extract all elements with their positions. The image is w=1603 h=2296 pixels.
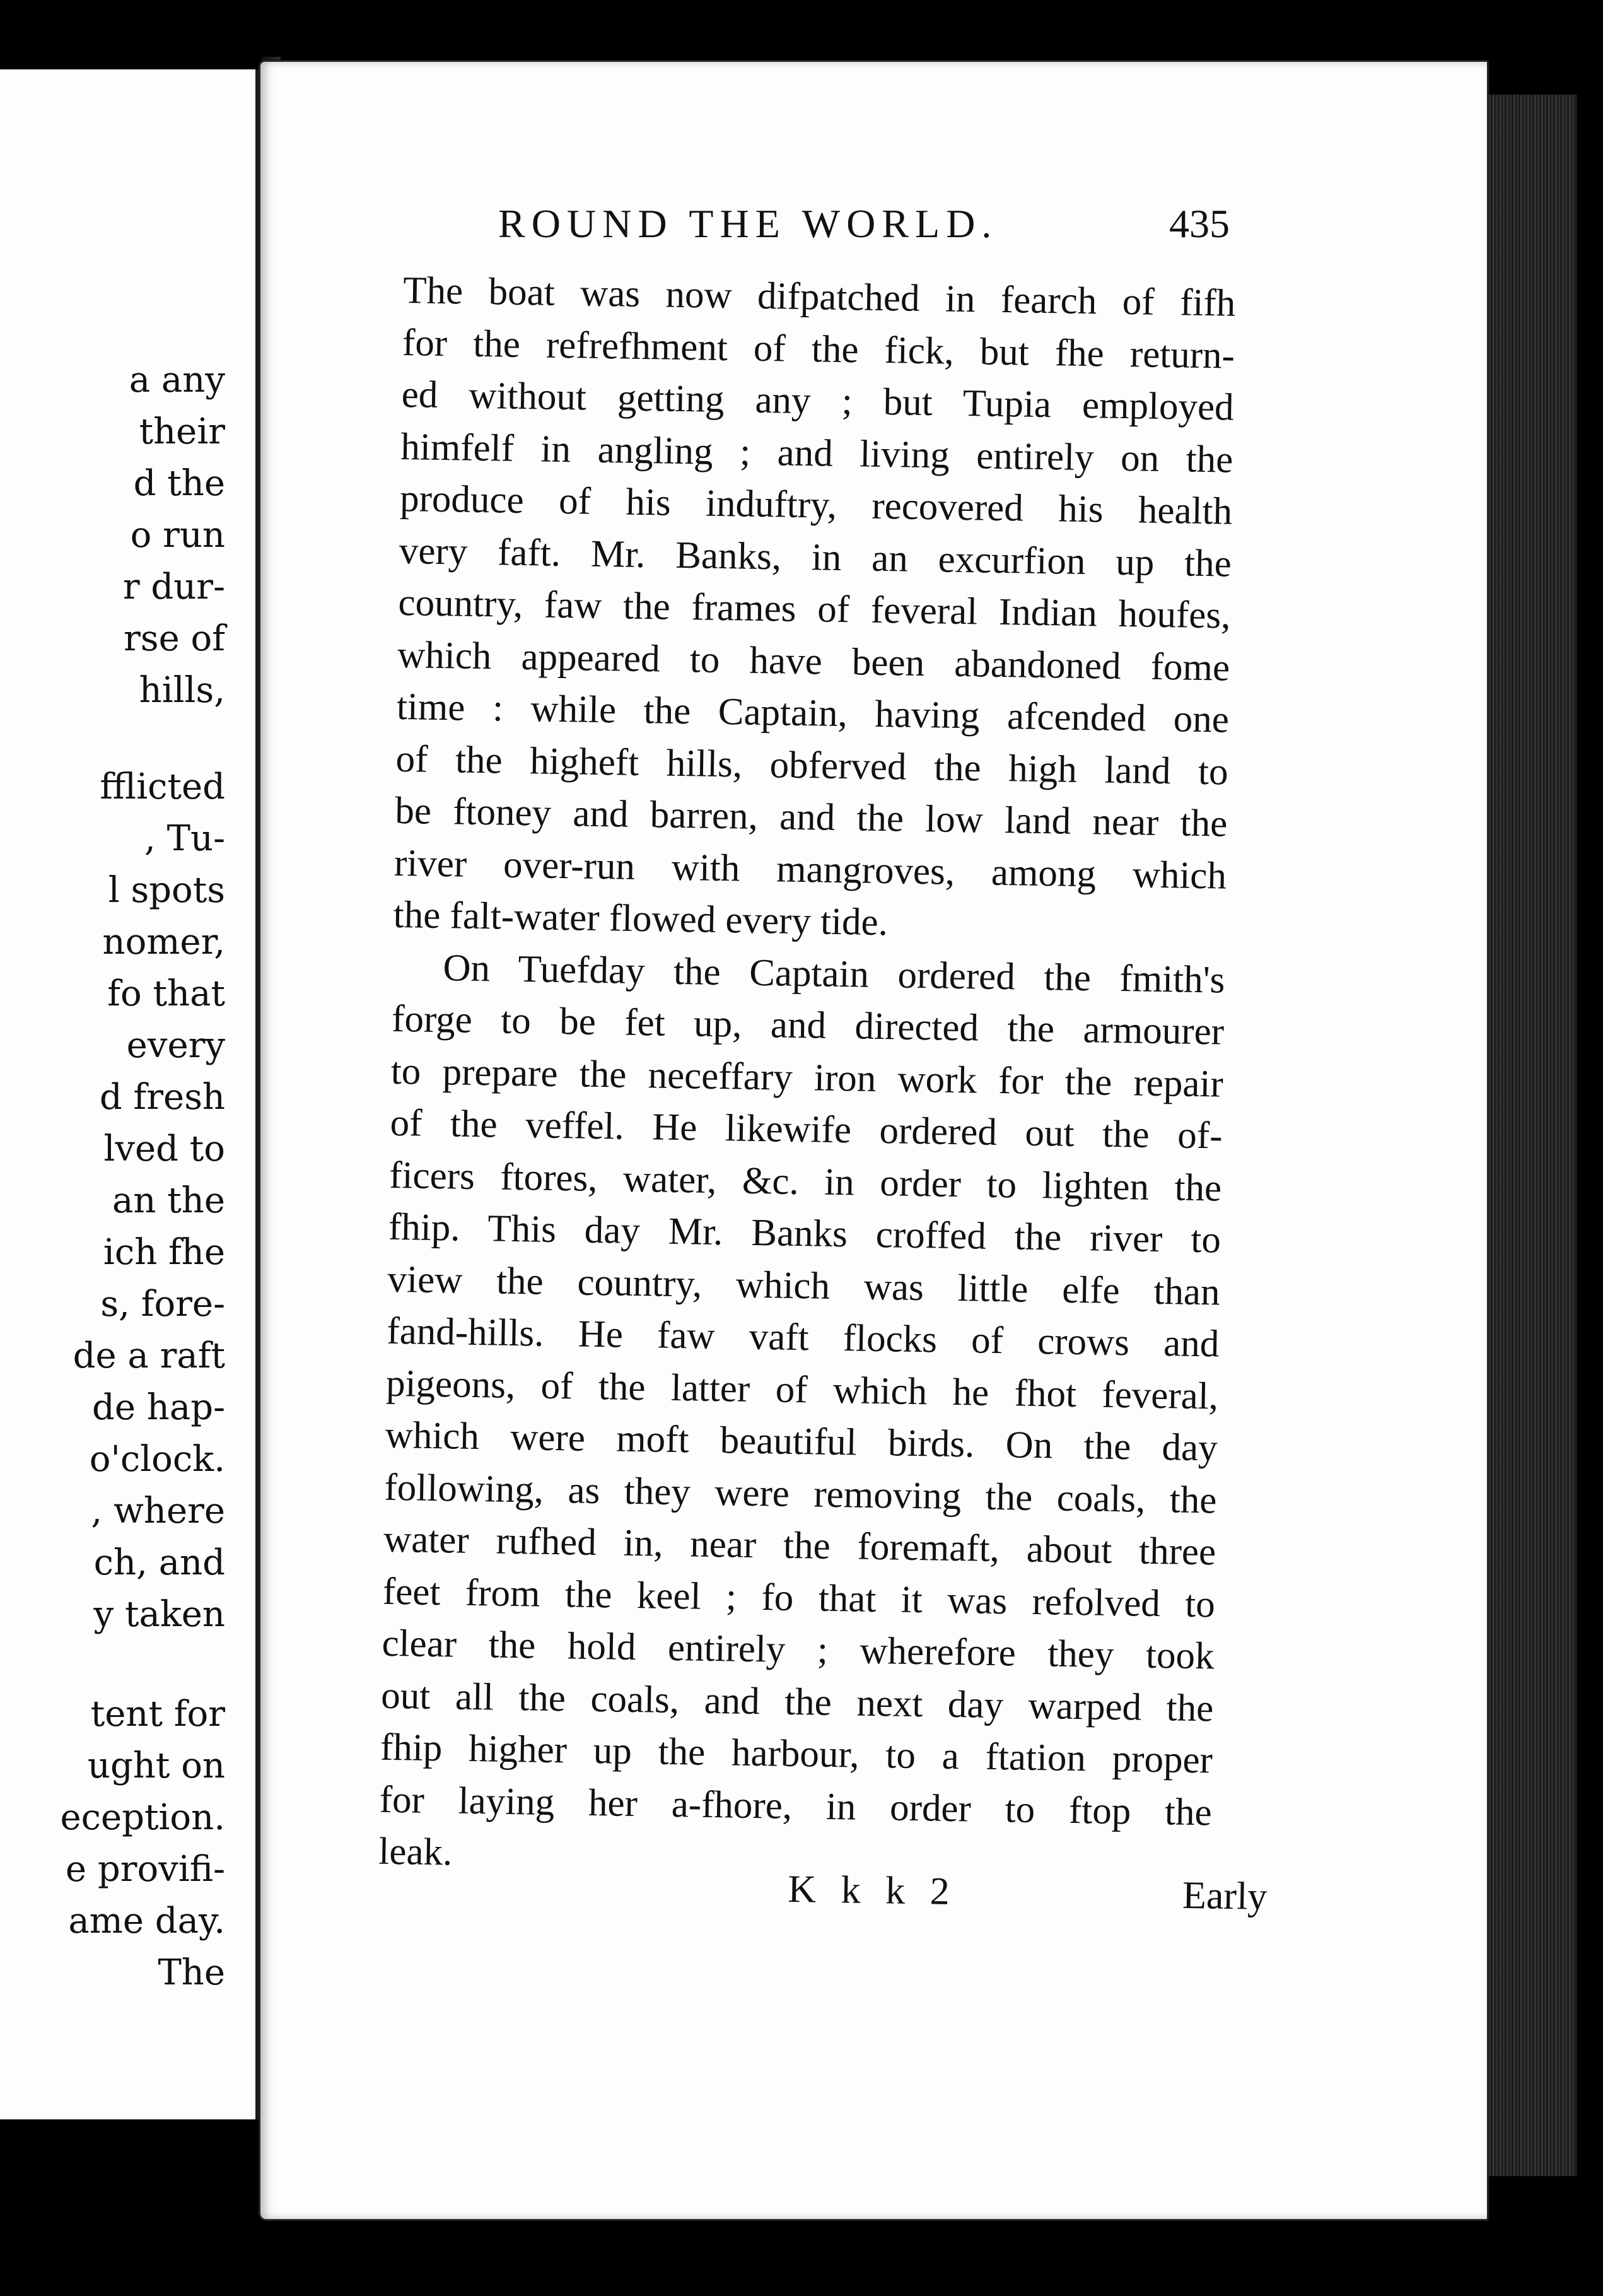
left-line: ught on	[87, 1745, 225, 1786]
text-line: leak.	[378, 1830, 453, 1874]
text-line: fhip higher up the harbour, to a ftation proper	[380, 1726, 1213, 1782]
left-line: y taken	[93, 1594, 225, 1635]
text-line: feet from the keel ; fo that it was refolved to	[382, 1570, 1216, 1625]
text-line: fand-hills. He faw vaft flocks of crows and	[386, 1309, 1220, 1366]
text-line: very faft. Mr. Banks, in an excurfion up the	[399, 529, 1232, 585]
left-line: l spots	[108, 870, 225, 911]
text-line: river over-run with mangroves, among which	[393, 841, 1227, 898]
left-line: hills,	[139, 670, 225, 711]
text-line: fhip. This day Mr. Banks croffed the river to	[388, 1205, 1221, 1262]
left-line: r dur-	[122, 566, 225, 607]
text-line: view the country, which was little elfe than	[387, 1258, 1221, 1314]
text-line: country, faw the frames of feveral Indian houfes,	[398, 581, 1231, 637]
text-line: for the refrefhment of the fick, but fhe return-	[402, 321, 1235, 377]
page-header	[498, 201, 1230, 264]
left-line: every	[126, 1025, 225, 1066]
left-line: ame day.	[68, 1901, 225, 1942]
left-line: fflicted	[100, 766, 225, 807]
left-line: ich fhe	[103, 1232, 225, 1273]
text-line: the falt-water flowed every tide.	[393, 893, 889, 944]
left-line: an the	[112, 1180, 225, 1221]
left-line: e provifi-	[65, 1849, 225, 1890]
text-line: pigeons, of the latter of which he fhot feveral,	[385, 1362, 1219, 1418]
text-line: produce of his induftry, recovered his health	[399, 477, 1233, 533]
text-line: The boat was now difpatched in fearch of fifh	[402, 269, 1236, 325]
text-line: himfelf in angling ; and living entirely on the	[400, 425, 1233, 481]
left-facing-page	[0, 69, 262, 2119]
text-line: of the veffel. He likewife ordered out the of-	[390, 1101, 1223, 1157]
text-line: On Tuefday the Captain ordered the fmith's	[442, 946, 1225, 1002]
text-line: for laying her a-fhore, in order to ftop the	[379, 1778, 1213, 1834]
left-line: d fresh	[99, 1077, 225, 1118]
running-head: ROUND THE WORLD.	[498, 201, 998, 246]
left-line: lved to	[103, 1128, 225, 1169]
left-line: their	[139, 411, 225, 452]
text-line: to prepare the neceffary iron work for the repair	[390, 1050, 1224, 1106]
left-line: eception.	[60, 1797, 225, 1838]
page-number: 435	[1169, 201, 1230, 246]
text-line: water rufhed in, near the foremaft, about three	[383, 1518, 1216, 1574]
catchword: Early	[1182, 1873, 1268, 1918]
left-line: tent for	[90, 1694, 225, 1735]
text-line: which were moft beautiful birds. On the day	[385, 1414, 1218, 1470]
left-line: o'clock.	[89, 1439, 225, 1480]
text-line: out all the coals, and the next day warped the	[380, 1674, 1214, 1730]
text-line: be ftoney and barren, and the low land near the	[394, 789, 1228, 845]
text-line: following, as they were removing the coals, the	[384, 1466, 1217, 1521]
left-line: de a raft	[73, 1335, 225, 1376]
text-line: clear the hold entirely ; wherefore they took	[382, 1622, 1215, 1678]
left-line: de hap-	[91, 1387, 225, 1428]
page-edges	[1488, 95, 1577, 2176]
left-line: ch, and	[93, 1542, 225, 1583]
text-line: ed without getting any ; but Tupia employed	[401, 373, 1235, 429]
left-line: nomer,	[102, 922, 225, 963]
body-text	[378, 265, 1236, 1891]
left-line: o run	[130, 515, 225, 556]
left-line: , where	[91, 1491, 225, 1532]
text-line: of the higheft hills, obferved the high land to	[395, 737, 1229, 794]
text-line: which appeared to have been abandoned fome	[397, 633, 1230, 689]
left-line: s, fore-	[100, 1284, 225, 1325]
text-line: time : while the Captain, having afcended one	[396, 685, 1230, 741]
left-line: The	[158, 1952, 225, 1993]
left-line: , Tu-	[144, 818, 225, 859]
left-line: fo that	[107, 973, 225, 1014]
left-line: rse of	[124, 618, 225, 659]
signature-mark: K k k 2	[787, 1867, 958, 1914]
left-line: a any	[129, 360, 225, 401]
text-line: ficers ftores, water, &c. in order to lighten the	[388, 1154, 1222, 1210]
text-line: forge to be fet up, and directed the armourer	[391, 997, 1225, 1053]
page-footer	[788, 1867, 1268, 1931]
left-line: d the	[133, 463, 225, 504]
